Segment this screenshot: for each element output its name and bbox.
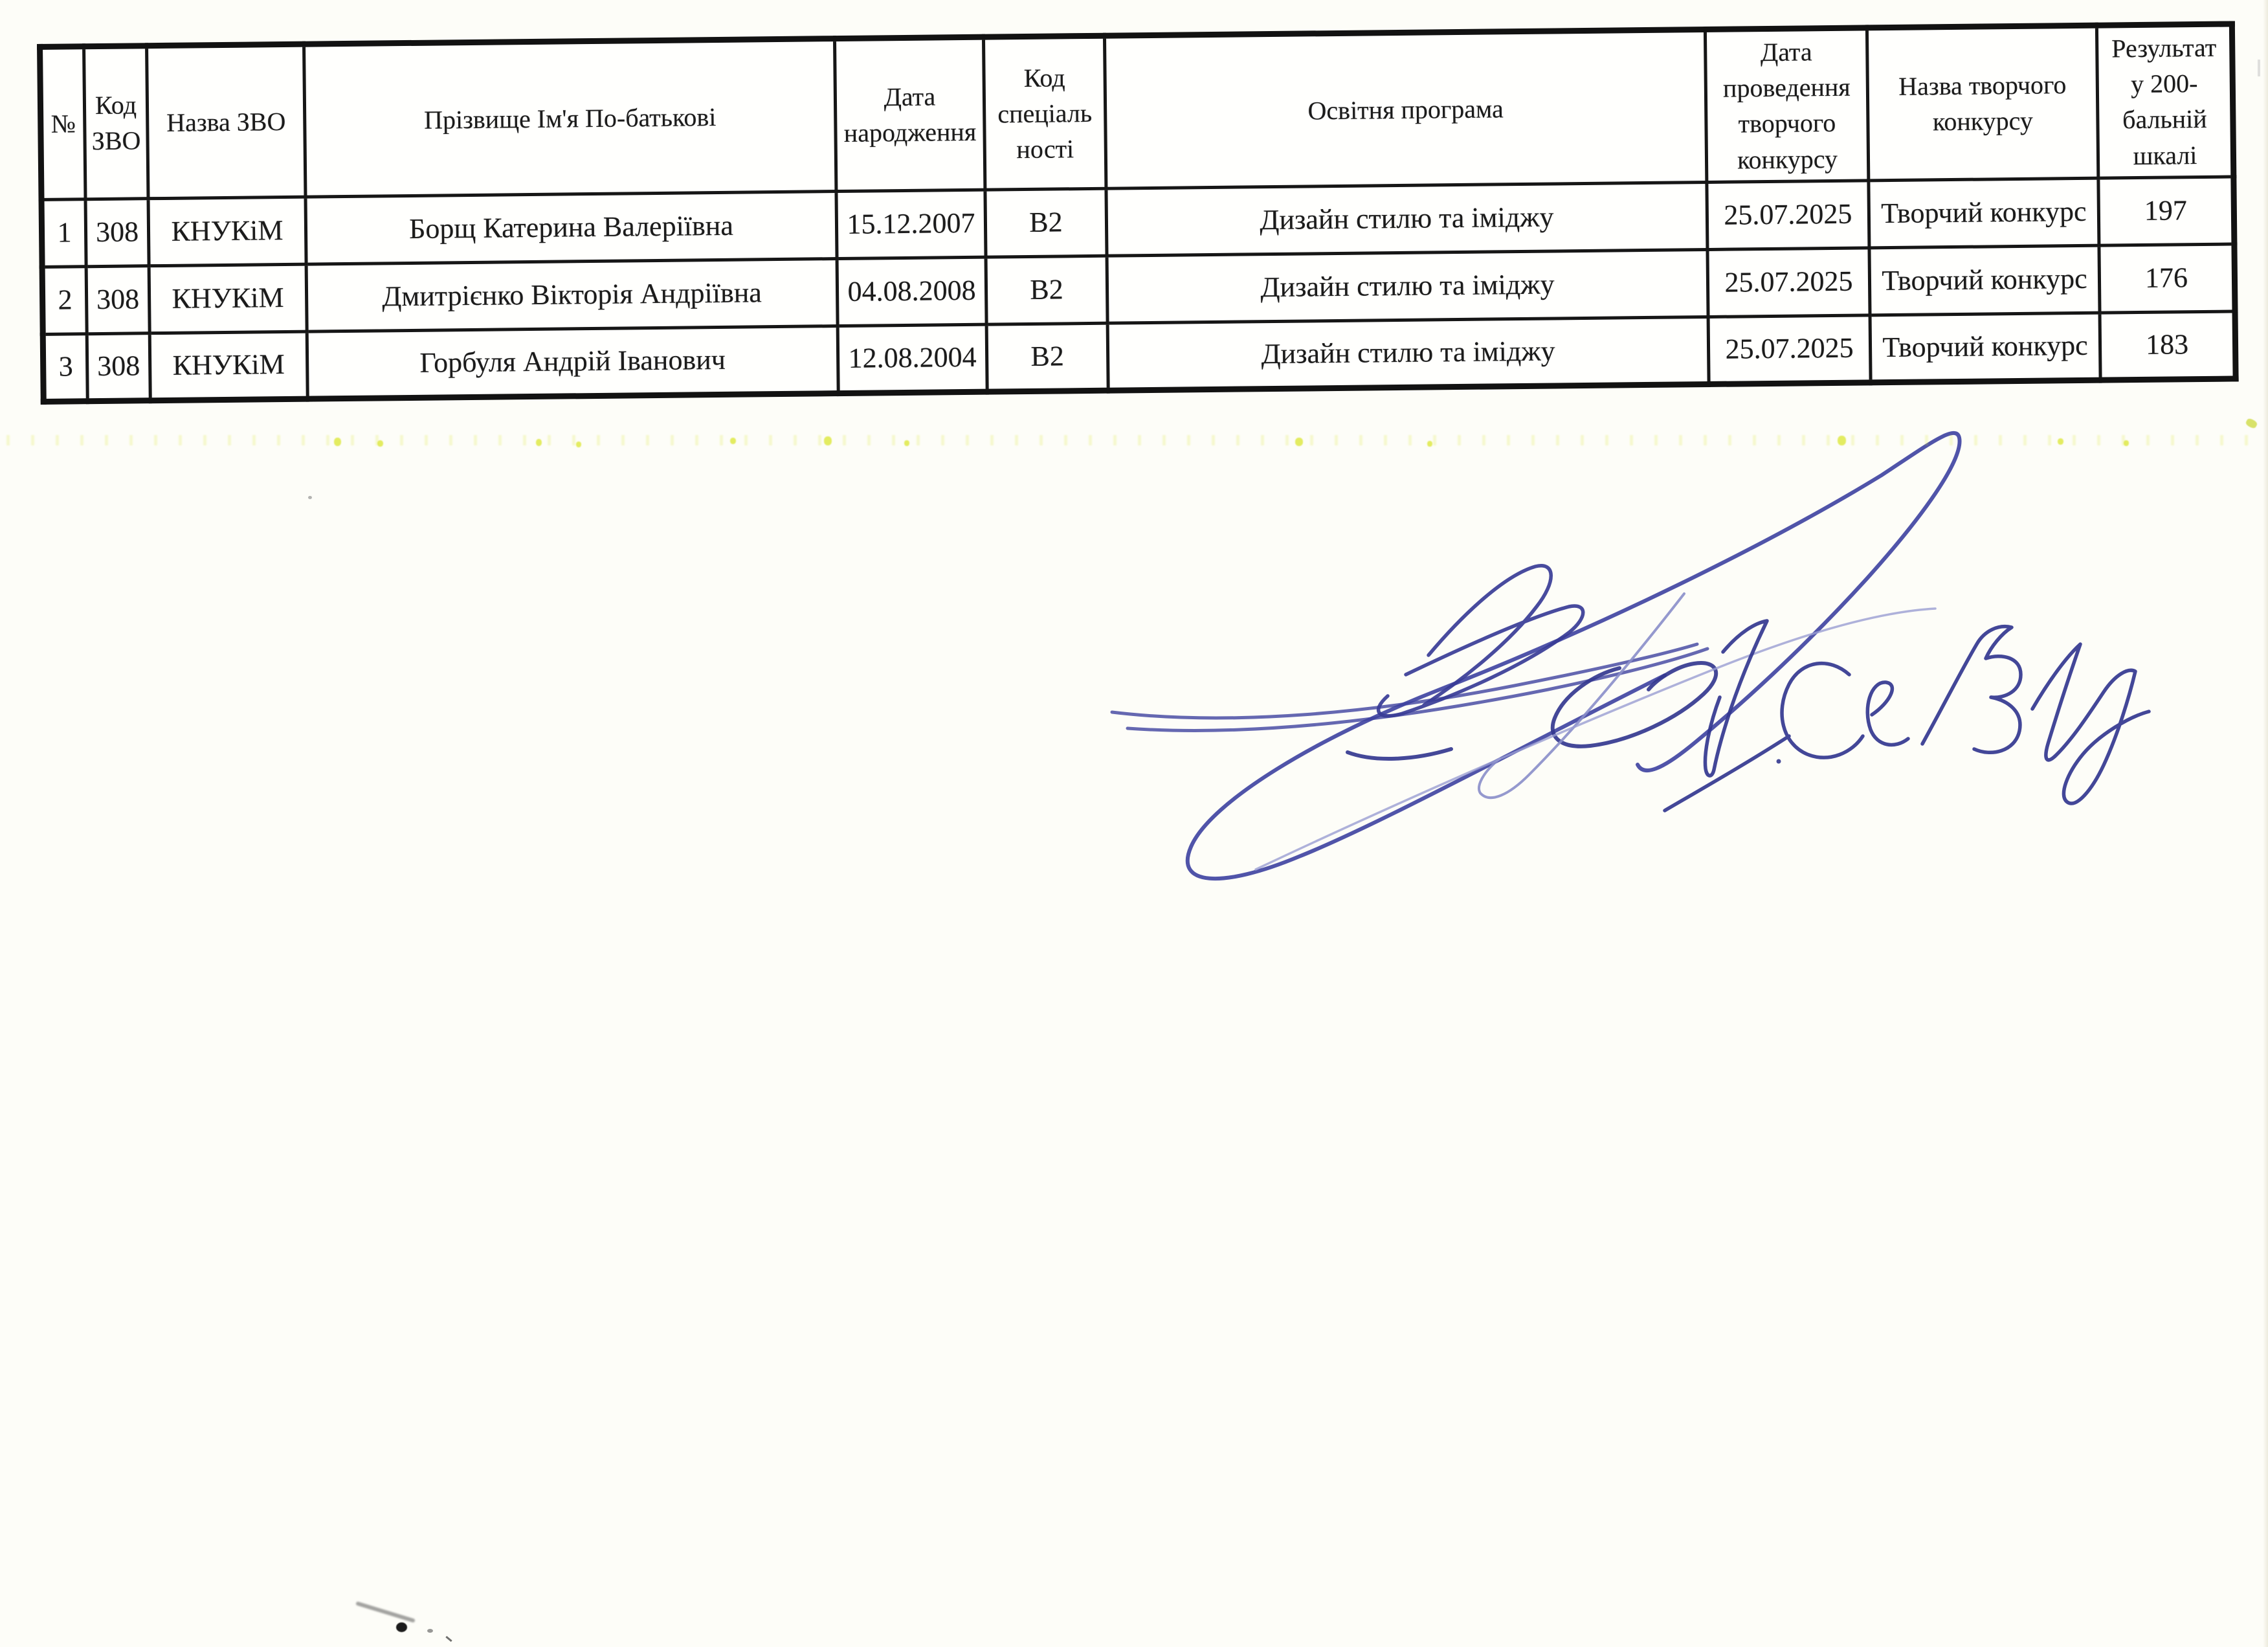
column-header-result-200: Результат у 200- бальній шкалі xyxy=(2096,24,2233,178)
cell-edu-program: Дизайн стилю та іміджу xyxy=(1107,249,1708,323)
scan-speck xyxy=(904,440,909,446)
cell-zvo-code: 308 xyxy=(85,198,149,266)
cell-contest-name: Творчий конкурс xyxy=(1870,313,2100,383)
pencil-smudge-tick xyxy=(445,1636,452,1642)
edge-scan-tick xyxy=(2258,60,2260,76)
stray-ink-dot xyxy=(308,496,312,499)
scan-speck xyxy=(1295,438,1303,446)
cell-birth-date: 04.08.2008 xyxy=(837,257,986,326)
scan-speck xyxy=(824,436,832,445)
pencil-smudge-blob xyxy=(396,1622,407,1632)
cell-specialty-code: В2 xyxy=(986,323,1108,392)
cell-result: 176 xyxy=(2099,244,2235,313)
column-header-zvo-code: Код ЗВО xyxy=(84,46,148,199)
scan-speck xyxy=(1427,441,1432,447)
cell-zvo-name: КНУКіМ xyxy=(149,264,307,333)
scan-speck xyxy=(2058,438,2063,445)
cell-full-name: Горбуля Андрій Іванович xyxy=(307,326,838,399)
results-table-region xyxy=(37,21,2239,404)
column-header-birth-date: Дата народження xyxy=(834,37,984,191)
column-header-edu-program: Освітня програма xyxy=(1104,30,1706,188)
cell-num: 2 xyxy=(42,266,87,334)
cell-zvo-name: КНУКіМ xyxy=(148,197,306,266)
cell-zvo-code: 308 xyxy=(87,333,150,401)
cell-specialty-code: В2 xyxy=(986,256,1107,324)
cell-edu-program: Дизайн стилю та іміджу xyxy=(1107,317,1709,390)
signature-stroke xyxy=(1188,433,1960,879)
cell-contest-name: Творчий конкурс xyxy=(1869,245,2100,315)
cell-full-name: Дмитрієнко Вікторія Андріївна xyxy=(306,258,838,331)
scan-speck xyxy=(2124,440,2129,446)
cell-contest-date: 25.07.2025 xyxy=(1707,248,1870,317)
column-header-full-name: Прізвище Ім'я По-батькові xyxy=(304,39,836,197)
table-header-row xyxy=(40,24,2234,199)
cell-contest-date: 25.07.2025 xyxy=(1708,315,1871,385)
signature-stroke xyxy=(1665,621,2149,811)
column-header-contest-name: Назва творчого конкурсу xyxy=(1867,25,2098,180)
scan-speck xyxy=(1838,436,1846,445)
signature-ink xyxy=(1100,398,2168,890)
scan-speck xyxy=(536,439,542,446)
signature-dot xyxy=(1777,759,1781,764)
cell-contest-name: Творчий конкурс xyxy=(1869,178,2099,248)
cell-specialty-code: В2 xyxy=(985,188,1107,257)
cell-birth-date: 12.08.2004 xyxy=(838,324,987,393)
cell-result: 183 xyxy=(2100,311,2236,380)
column-header-contest-date: Дата проведення творчого конкурсу xyxy=(1705,28,1868,182)
cell-num: 3 xyxy=(43,333,87,401)
paper-edge-shadow xyxy=(2263,0,2268,1647)
scan-speck xyxy=(730,438,736,444)
cell-edu-program: Дизайн стилю та іміджу xyxy=(1106,182,1707,256)
column-header-specialty-code: Код спеціаль ності xyxy=(983,36,1106,190)
column-header-zvo-name: Назва ЗВО xyxy=(147,44,306,198)
signature-stroke xyxy=(1112,644,1707,730)
column-header-num: № xyxy=(40,47,85,199)
results-table xyxy=(37,21,2239,404)
scan-speck xyxy=(334,438,341,446)
edge-highlighter-mark xyxy=(2245,418,2258,430)
pencil-smudge xyxy=(355,1601,416,1623)
cell-zvo-code: 308 xyxy=(86,265,150,333)
cell-result: 197 xyxy=(2098,177,2234,245)
pencil-smudge-dot xyxy=(427,1629,433,1633)
cell-contest-date: 25.07.2025 xyxy=(1707,181,1869,250)
scan-speck xyxy=(377,440,383,447)
cell-full-name: Борщ Катерина Валеріївна xyxy=(306,191,837,264)
scan-speck-band xyxy=(6,435,2259,445)
cell-zvo-name: КНУКіМ xyxy=(150,331,307,401)
cell-birth-date: 15.12.2007 xyxy=(836,190,986,258)
scan-speck xyxy=(576,442,581,447)
cell-num: 1 xyxy=(41,199,86,267)
